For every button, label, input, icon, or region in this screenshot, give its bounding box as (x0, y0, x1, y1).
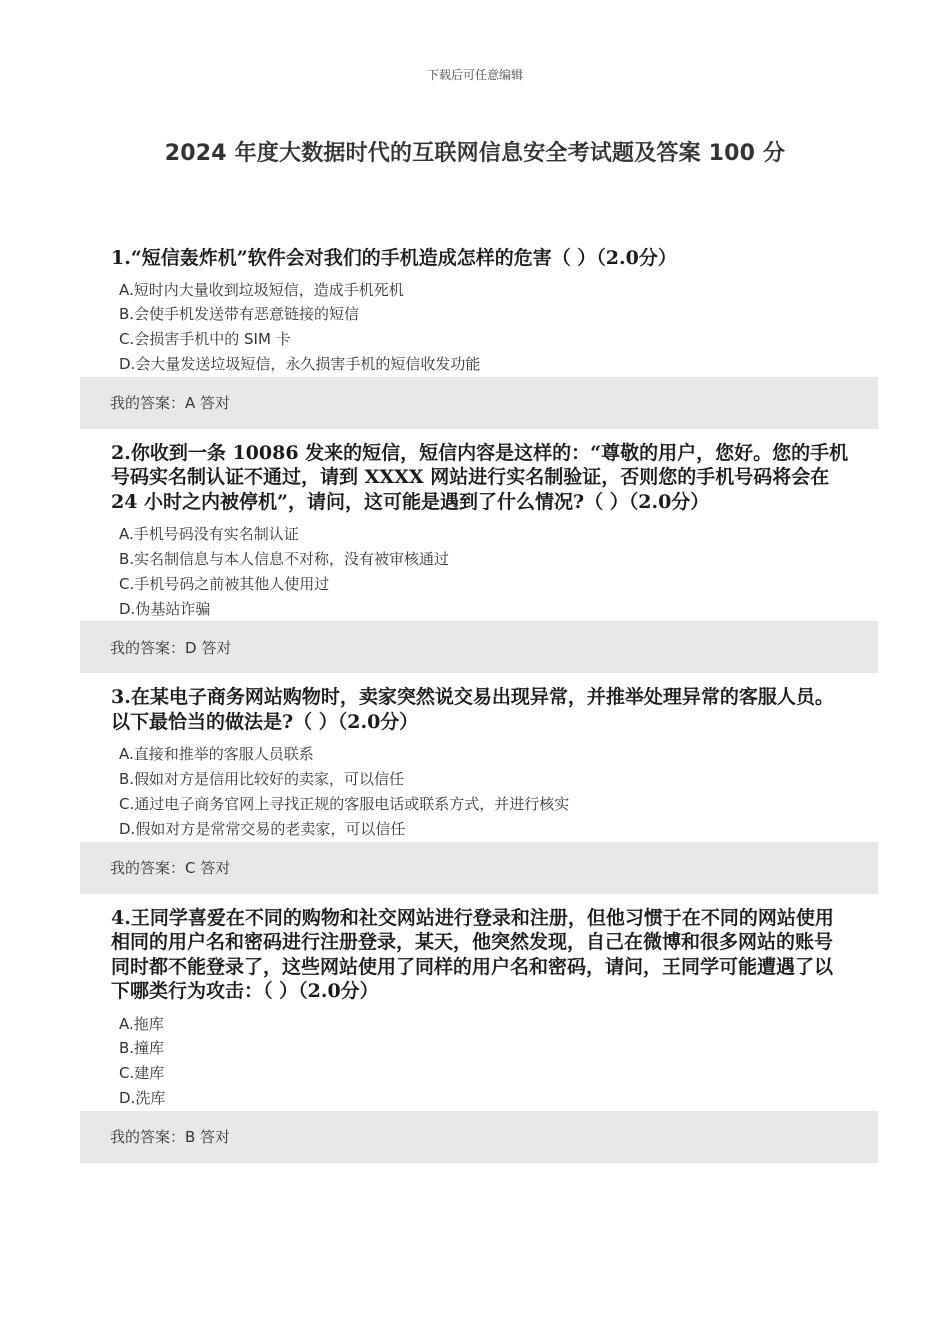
option-a: A.短时内大量收到垃圾短信，造成手机死机 (119, 280, 404, 299)
option-list (80, 278, 878, 377)
question-text: 3.在某电子商务网站购物时，卖家突然说交易出现异常，并推举处理异常的客服人员。以下最恰当的做法是?（ ）（2.0分） (111, 686, 834, 733)
question-2 (80, 441, 878, 674)
option-d: D.洗库 (119, 1088, 166, 1107)
option-b: B.实名制信息与本人信息不对称，没有被审核通过 (119, 549, 450, 568)
answer-text: 我的答案：B 答对 (110, 1128, 231, 1147)
option-a: A.手机号码没有实名制认证 (119, 525, 299, 544)
option-c: C.通过电子商务官网上寻找正规的客服电话或联系方式，并进行核实 (119, 794, 570, 813)
answer-bar (80, 621, 878, 673)
question-text: 4.王同学喜爱在不同的购物和社交网站进行登录和注册，但他习惯于在不同的网站使用相同的用户名和密码进行注册登录，某天，他突然发现，自己在微博和很多网站的账号同时都不能登录了，这些网站使用了同样的用户名和密码，请问，王同学可能遭遇了以下哪类行为攻击：（ ）（2.0分） (111, 906, 834, 1003)
answer-bar (80, 377, 878, 429)
question-text: 2.你收到一条 10086 发来的短信，短信内容是这样的：“尊敬的用户，您好。您的手机号码实名制认证不通过，请到 XXXX 网站进行实名制验证，否则您的手机号码将会在 24 小时之内被停机”，请问，这可能是遇到了什么情况?（ ）（2.0分） (111, 441, 849, 513)
option-a: A.拖库 (119, 1014, 164, 1033)
question-1 (80, 246, 878, 429)
question-3 (80, 685, 878, 893)
option-list (80, 1012, 878, 1111)
option-d: D.伪基站诈骗 (119, 599, 211, 618)
question-list (80, 246, 878, 1175)
page-header-note: 下载后可任意编辑 (426, 68, 523, 82)
option-d: D.会大量发送垃圾短信，永久损害手机的短信收发功能 (119, 354, 481, 373)
option-b: B.会使手机发送带有恶意链接的短信 (119, 305, 360, 324)
answer-text: 我的答案：D 答对 (110, 638, 232, 657)
question-4 (80, 906, 878, 1163)
answer-text: 我的答案：A 答对 (110, 394, 231, 413)
option-c: C.手机号码之前被其他人使用过 (119, 574, 330, 593)
document-title: 2024 年度大数据时代的互联网信息安全考试题及答案 100 分 (164, 141, 786, 166)
answer-bar (80, 1111, 878, 1163)
option-b: B.假如对方是信用比较好的卖家，可以信任 (119, 770, 405, 789)
option-c: C.建库 (119, 1064, 165, 1083)
option-c: C.会损害手机中的 SIM 卡 (119, 330, 291, 349)
question-text: 1.“短信轰炸机”软件会对我们的手机造成怎样的危害（ ）（2.0分） (111, 247, 677, 269)
option-b: B.撞库 (119, 1039, 165, 1058)
option-list (80, 522, 878, 621)
option-list (80, 742, 878, 841)
option-a: A.直接和推举的客服人员联系 (119, 745, 314, 764)
option-d: D.假如对方是常常交易的老卖家，可以信任 (119, 819, 406, 838)
answer-bar (80, 842, 878, 894)
answer-text: 我的答案：C 答对 (110, 859, 231, 878)
